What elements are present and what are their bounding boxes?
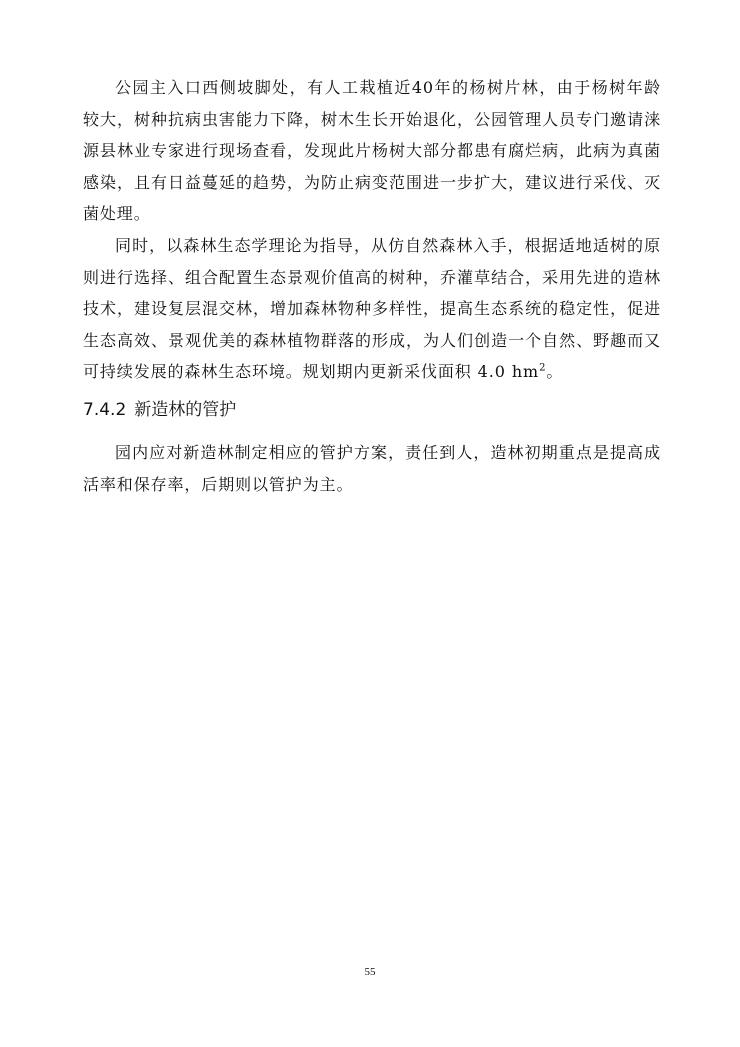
paragraph-forest-renewal-text: 同时，以森林生态学理论为指导，从仿自然森林入手，根据适地适树的原则进行选择、组合配置生态景观价值高的树种，乔灌草结合，采用先进的造林技术，建设复层混交林，增加森林物种多样性，提高生态系统的稳定性，促进生态高效、景观优美的森林植物群落的形成，为人们创造一个自然、野趣而又可持续发展的森林生态环境。规划期内更新采伐面积 4.0 hm: [83, 236, 661, 381]
paragraph-end-mark: 。: [546, 362, 564, 381]
paragraph-forest-renewal: [83, 230, 661, 388]
page-number: 55: [364, 966, 376, 978]
section-heading: [83, 396, 236, 424]
section-number: 7.4.2: [83, 400, 127, 420]
paragraph-poplar-disease: 公园主入口西侧坡脚处，有人工栽植近40年的杨树片林，由于杨树年龄较大，树种抗病虫害能力下降，树木生长开始退化，公园管理人员专门邀请涞源县林业专家进行现场查看，发现此片杨树大部分都患有腐烂病，此病为真菌感染，且有日益蔓延的趋势，为防止病变范围进一步扩大，建议进行采伐、灭菌处理。: [83, 78, 661, 223]
area-unit-superscript: 2: [539, 362, 547, 374]
section-title: 新造林的管护: [134, 400, 237, 420]
paragraph-new-forest-care: 园内应对新造林制定相应的管护方案，责任到人，造林初期重点是提高成活率和保存率，后期则以管护为主。: [83, 443, 661, 494]
